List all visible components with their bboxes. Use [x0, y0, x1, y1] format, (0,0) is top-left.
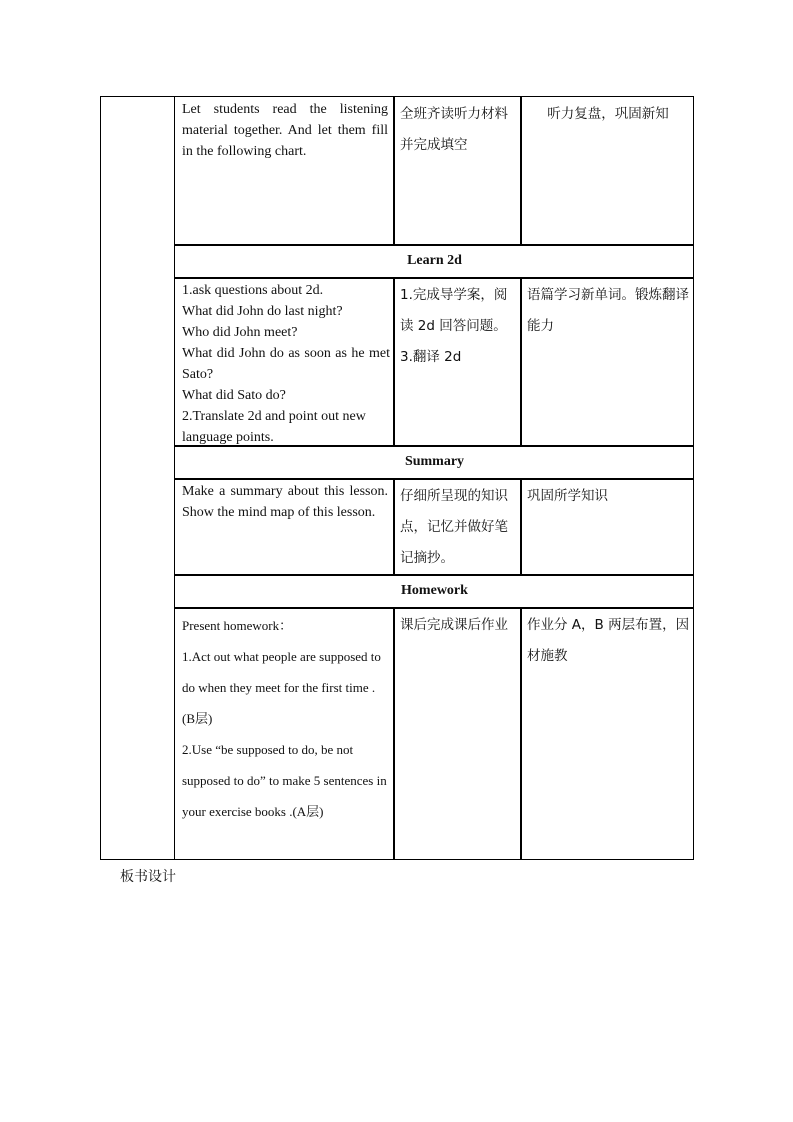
- section-header-homework: Homework: [401, 583, 468, 598]
- listening-purpose: 听力复盘，巩固新知: [547, 106, 669, 122]
- learn2d-student-activity: [400, 280, 518, 373]
- divider: [175, 277, 694, 279]
- divider: [175, 478, 694, 480]
- divider: [520, 96, 522, 244]
- summary-teacher-activity: Make a summary about this lesson. Show the mind map of this lesson.: [182, 484, 388, 520]
- listening-student-activity: 全班齐读听力材料并完成填空: [400, 106, 508, 153]
- homework-task-b: 1.Act out what people are supposed to do when they meet for the first time . (B层): [182, 649, 381, 726]
- question-line: 2.Translate 2d and point out new language points.: [182, 409, 366, 445]
- divider: [520, 478, 522, 574]
- homework-task-a: 2.Use “be supposed to do, be not supposed to do” to make 5 sentences in your exercise books .(A层): [182, 742, 387, 819]
- learn2d-teacher-activity: [182, 280, 390, 448]
- divider: [520, 277, 522, 445]
- divider: [175, 607, 694, 609]
- learn2d-purpose: 语篇学习新单词。锻炼翻译能力: [527, 287, 689, 334]
- homework-purpose: 作业分 A，B 两层布置，因材施教: [527, 617, 690, 664]
- homework-student-activity: 课后完成课后作业: [400, 617, 508, 633]
- divider: [520, 607, 522, 860]
- question-line: What did John do as soon as he met Sato?: [182, 346, 390, 382]
- divider: [175, 574, 694, 576]
- divider: [175, 244, 694, 246]
- question-line: What did Sato do?: [182, 388, 286, 403]
- divider: [393, 277, 395, 445]
- blackboard-design-label: 板书设计: [120, 869, 176, 885]
- divider: [393, 607, 395, 860]
- divider: [393, 96, 395, 244]
- summary-purpose: 巩固所学知识: [527, 488, 608, 504]
- listening-teacher-activity: Let students read the listening material together. And let them fill in the following chart.: [182, 102, 388, 159]
- question-line: 1.ask questions about 2d.: [182, 283, 324, 298]
- homework-teacher-activity: [182, 610, 388, 827]
- section-header-summary: Summary: [404, 454, 465, 469]
- question-line: Who did John meet?: [182, 325, 298, 340]
- summary-student-activity: 仔细所呈现的知识点，记忆并做好笔记摘抄。: [400, 488, 508, 566]
- student-step: 3.翻译 2d: [400, 349, 462, 365]
- section-header-learn-2d: Learn 2d: [407, 253, 462, 268]
- student-step: 1.完成导学案，阅读 2d 回答问题。: [400, 287, 508, 334]
- left-column: [100, 96, 175, 860]
- divider: [393, 478, 395, 574]
- question-line: What did John do last night?: [182, 304, 343, 319]
- homework-intro: Present homework：: [182, 618, 293, 633]
